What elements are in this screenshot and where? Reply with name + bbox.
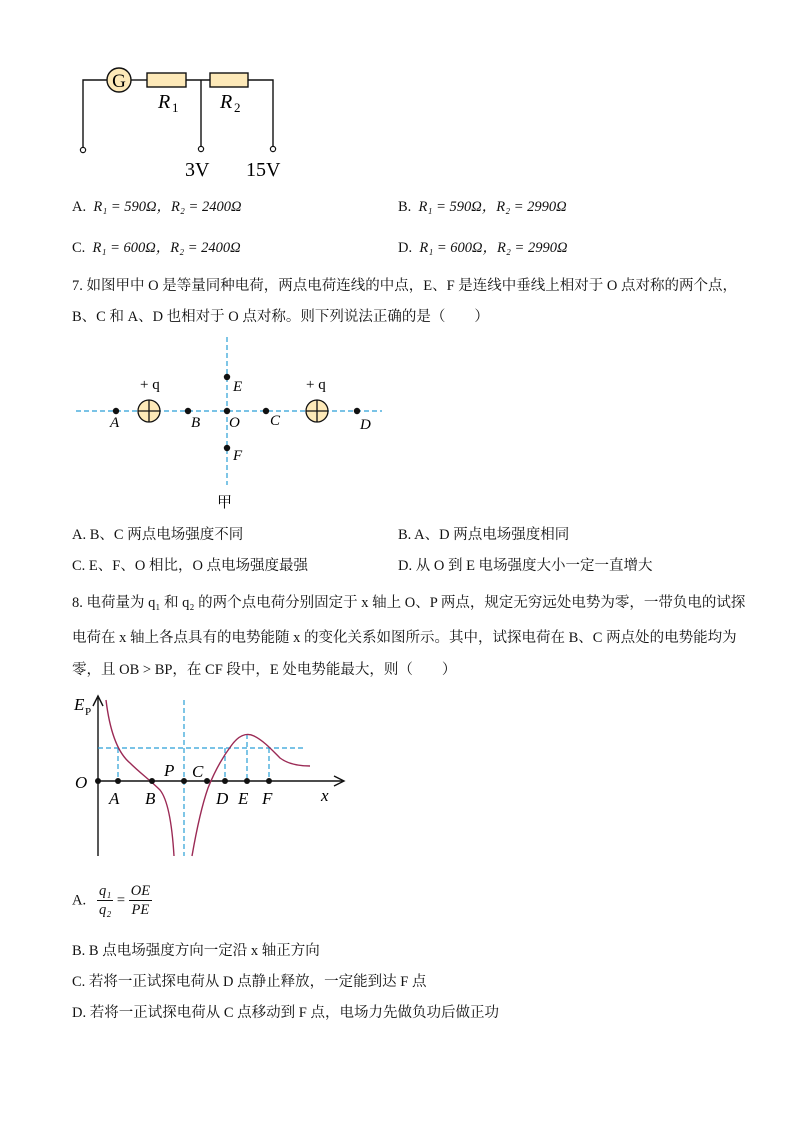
figure-caption: 甲 xyxy=(217,495,233,511)
graph-point-f: F xyxy=(262,789,273,808)
terminal-3v: 3V xyxy=(185,159,210,181)
r2-label: R xyxy=(220,91,233,113)
point-f-label: F xyxy=(233,448,243,464)
graph-point-d: D xyxy=(216,789,229,808)
charges-figure xyxy=(70,335,390,515)
circuit-figure xyxy=(70,60,310,185)
graph-point-p: P xyxy=(164,761,175,780)
graph-point-a: A xyxy=(109,789,120,808)
resistor-r1 xyxy=(147,73,186,87)
q6-option-d: D. R₁ = 600Ω，R₂ = 2990Ω xyxy=(398,240,568,256)
point-c-label: C xyxy=(270,413,281,429)
r1-sub: 1 xyxy=(172,100,179,115)
q8-stem-line1: 8. 电荷量为 q₁ 和 q₂ 的两个点电荷分别固定于 x 轴上 O、P 两点，规定无穷远处电势为零，一带负电的试探 xyxy=(72,595,746,611)
point-a-label: A xyxy=(110,415,120,431)
q8-stem-line2: 电荷在 x 轴上各点具有的电势能随 x 的变化关系如图所示。其中，试探电荷在 B、C 两点处的电势能均为 xyxy=(72,630,737,646)
x-axis-label: x xyxy=(321,786,329,805)
graph-point-e: E xyxy=(238,789,249,808)
point-e-label: E xyxy=(233,379,243,395)
q7-stem-line2: B、C 和 A、D 也相对于 O 点对称。则下列说法正确的是（ ） xyxy=(72,309,489,325)
fraction-distance: $\frac{OE}{PE}$ xyxy=(130,883,151,918)
q8-stem-line3: 零，且 OB > BP，在 CF 段中，E 处电势能最大，则（ ） xyxy=(72,662,457,678)
origin-label: O xyxy=(75,773,88,792)
graph-point-b: B xyxy=(145,789,156,808)
resistor-r2 xyxy=(210,73,248,87)
q8-option-a: A. $\frac{\text{q₁}}{\text{q₂}}$ = $\frac{OE}{PE}$ xyxy=(72,883,151,918)
fraction-q: $\frac{\text{q₁}}{\text{q₂}}$ xyxy=(98,883,112,918)
q6-option-a: A. R₁ = 590Ω，R₂ = 2400Ω xyxy=(72,199,242,215)
y-axis-label-sub: P xyxy=(85,706,92,718)
r1-label: R xyxy=(158,91,171,113)
q7-option-b: B. A、D 两点电场强度相同 xyxy=(398,527,570,543)
graph-point-c: C xyxy=(192,762,204,781)
q7-option-a: A. B、C 两点电场强度不同 xyxy=(72,527,244,543)
q7-option-c: C. E、F、O 相比，O 点电场强度最强 xyxy=(72,558,309,574)
potential-energy-graph xyxy=(68,688,353,863)
galvanometer-label: G xyxy=(112,71,126,92)
y-axis-label: E xyxy=(74,695,85,714)
q6-option-b: B. R₁ = 590Ω，R₂ = 2990Ω xyxy=(398,199,567,215)
charge-right-label: + q xyxy=(306,377,326,393)
q8-option-d: D. 若将一正试探电荷从 C 点移动到 F 点，电场力先做负功后做正功 xyxy=(72,1005,499,1021)
q7-stem-line1: 7. 如图甲中 O 是等量同种电荷，两点电荷连线的中点，E、F 是连线中垂线上相对于 O 点对称的两个点， xyxy=(72,278,737,294)
point-d-label: D xyxy=(360,417,371,433)
q6-option-c: C. R₁ = 600Ω，R₂ = 2400Ω xyxy=(72,240,241,256)
terminal-15v: 15V xyxy=(246,159,281,181)
r2-sub: 2 xyxy=(234,100,241,115)
point-b-label: B xyxy=(191,415,201,431)
q8-option-b: B. B 点电场强度方向一定沿 x 轴正方向 xyxy=(72,943,320,959)
point-o-label: O xyxy=(229,415,240,431)
q8-option-c: C. 若将一正试探电荷从 D 点静止释放，一定能到达 F 点 xyxy=(72,974,427,990)
charge-left-label: + q xyxy=(140,377,160,393)
q7-option-d: D. 从 O 到 E 电场强度大小一定一直增大 xyxy=(398,558,653,574)
